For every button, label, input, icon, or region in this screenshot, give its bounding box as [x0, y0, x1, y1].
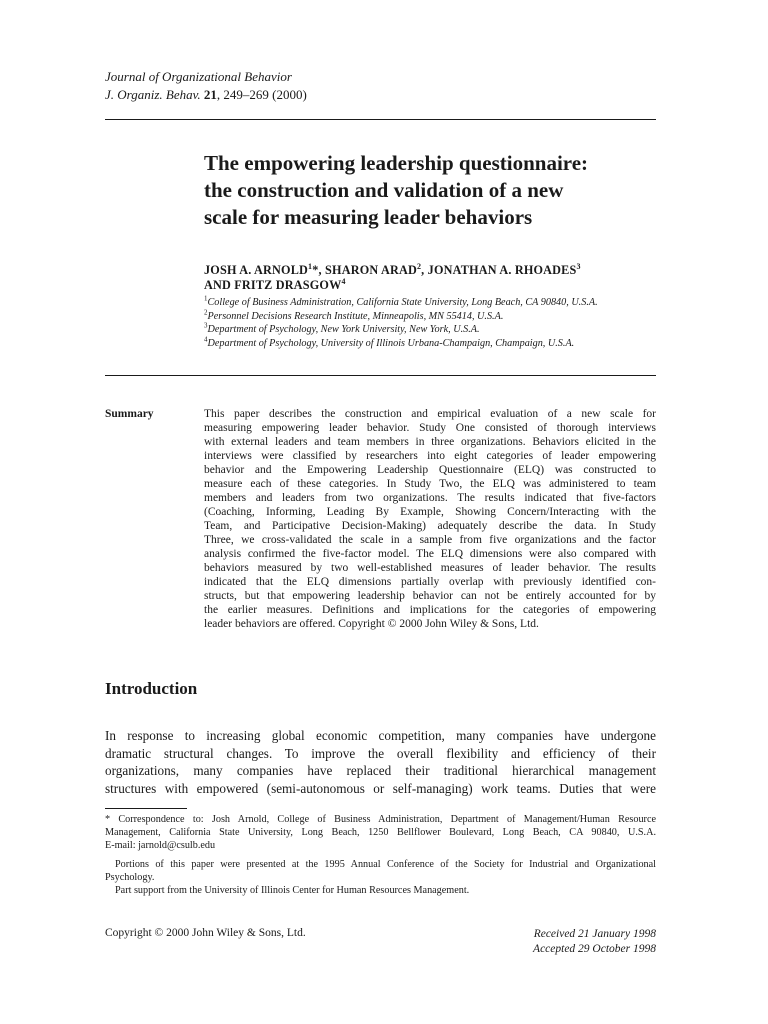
journal-header	[105, 68, 307, 104]
summary-line: measure each of these categories. In Study Two, the ELQ was administered to team	[204, 478, 656, 490]
intro-line: In response to increasing global economic competition, many companies have undergone	[105, 728, 656, 743]
header-rule	[105, 119, 656, 120]
summary-line: (Coaching, Informing, Leading By Example, Showing Concern/Interacting with the	[204, 506, 656, 518]
title-line: scale for measuring leader behaviors	[204, 205, 533, 229]
summary-line: members and leaders from two organizations. The results indicated that five-factors	[204, 492, 656, 504]
correspondence-footnote-line: * Correspondence to: Josh Arnold, College of Business Administration, Department of Management/Human Resource	[105, 814, 656, 825]
support-footnote: Part support from the University of Illinois Center for Human Resources Management.	[115, 885, 470, 896]
affiliation: $^4$Department of Psychology, University of Illinois Urbana-Champaign, Champaign, U.S.A.	[204, 335, 575, 349]
author-separator: ,	[421, 263, 428, 277]
author-affiliation-mark: 3	[576, 261, 581, 271]
author-line	[204, 263, 664, 278]
accepted-date: Accepted 29 October 1998	[533, 943, 656, 955]
summary-line: behaviors measured by two well-established measures of leader behavior. The results	[204, 562, 656, 574]
corresponding-author-mark: *,	[312, 263, 326, 277]
summary-line: Team, and Participative Decision-Making) adequately describe the data. In Study	[204, 520, 656, 532]
author-list	[204, 263, 664, 293]
summary-line: analysis confirmed the five-factor model. The ELQ dimensions were also compared with	[204, 548, 656, 560]
summary-line: measuring empowering leader behavior. Study One consisted of thorough interviews	[204, 422, 656, 434]
correspondence-email: E-mail: jarnold@csulb.edu	[105, 840, 216, 851]
summary-line: interviews were classified by researchers into eight categories of leader empowering	[204, 450, 656, 462]
title-line: the construction and validation of a new	[204, 178, 564, 202]
intro-line: structures with empowered (semi-autonomous or self-managing) work teams. Duties that were	[105, 780, 656, 796]
summary-abstract	[204, 407, 656, 631]
title-line: The empowering leadership questionnaire:	[204, 151, 589, 175]
author-name: JONATHAN A. RHOADES	[427, 263, 577, 277]
author-line	[204, 278, 664, 293]
summary-line: behavior and the Empowering Leadership Questionnaire (ELQ) was constructed to	[204, 464, 656, 476]
journal-name: Journal of Organizational Behavior	[105, 69, 292, 84]
summary-line: This paper describes the construction and empirical evaluation of a new scale for	[204, 408, 656, 420]
intro-line: dramatic structural changes. To improve the overall flexibility and efficiency of their	[105, 745, 656, 761]
footnotes	[105, 813, 656, 897]
intro-line: organizations, many companies have replaced their traditional hierarchical management	[105, 763, 656, 778]
summary-rule	[105, 375, 656, 376]
presentation-footnote-line: Portions of this paper were presented at the 1995 Annual Conference of the Society for Industrial and Organizational	[115, 859, 656, 870]
article-title	[204, 150, 664, 231]
summary-line: with external leaders and team members in three organizations. Behaviors elicited in the	[204, 436, 656, 448]
summary-line: structs, but that empowering leadership behavior can not be entirely accounted for by	[204, 590, 656, 602]
introduction-paragraph	[105, 727, 656, 797]
footnote-rule	[105, 808, 187, 809]
author-name: AND FRITZ DRASGOW	[204, 278, 342, 292]
affiliation-list	[204, 296, 664, 350]
summary-line: the earlier measures. Definitions and implications for the categories of empowering	[204, 604, 656, 616]
affiliation: $^1$College of Business Administration, California State University, Long Beach, CA 90840, U.S.A.	[204, 294, 598, 308]
affiliation: $^2$Personnel Decisions Research Institute, Minneapolis, MN 55414, U.S.A.	[204, 308, 504, 322]
journal-volume: 21	[203, 87, 217, 102]
presentation-footnote-line: Psychology.	[105, 872, 155, 883]
journal-citation	[105, 86, 307, 104]
footer-dates	[533, 927, 656, 957]
author-name: JOSH A. ARNOLD	[204, 263, 309, 277]
correspondence-footnote-line: Management, California State University, Long Beach, 1250 Bellflower Boulevard, Long Beach, CA 90840, U.S.A.	[105, 827, 656, 838]
author-name: SHARON ARAD	[325, 263, 417, 277]
received-date: Received 21 January 1998	[533, 928, 656, 940]
affiliation: $^3$Department of Psychology, New York University, New York, U.S.A.	[204, 321, 480, 335]
author-affiliation-mark: 1	[308, 261, 313, 271]
summary-line: Three, we cross-validated the scale in a sample from five organizations and the factor	[204, 534, 656, 546]
introduction-heading: Introduction	[105, 679, 198, 698]
summary-line: leader behaviors are offered. Copyright © 2000 John Wiley & Sons, Ltd.	[204, 618, 539, 630]
author-affiliation-mark: 2	[416, 261, 422, 271]
summary-label: Summary	[105, 408, 154, 420]
author-affiliation-mark: 4	[341, 276, 346, 286]
journal-pages-year: , 249–269 (2000)	[216, 87, 307, 102]
summary-line: indicated that the ELQ dimensions partially overlap with previously identified con-	[204, 576, 656, 588]
journal-abbrev: J. Organiz. Behav.	[105, 87, 201, 102]
footer-copyright: Copyright © 2000 John Wiley & Sons, Ltd.	[105, 927, 306, 939]
